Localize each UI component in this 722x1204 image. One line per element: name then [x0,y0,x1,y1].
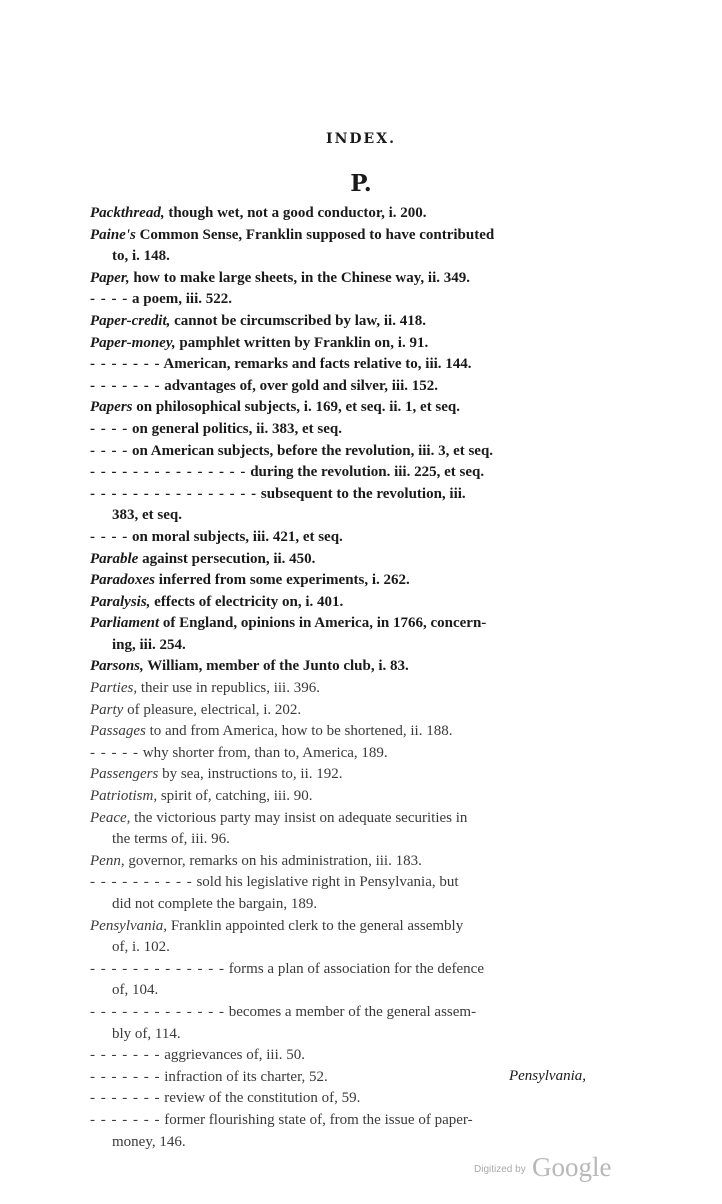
entry-dash-leader: - - - - - - - [90,1090,161,1107]
entry-keyword: Parties, [90,680,138,697]
index-entry [90,570,588,592]
entry-text: former flourishing state of, from the issue of paper- [160,1111,473,1128]
index-entry [90,549,588,571]
entry-dash-leader: - - - - - - - [90,356,161,373]
index-entry [90,527,588,549]
index-entry [90,916,588,959]
entry-text: sold his legislative right in Pensylvania, but [192,874,459,891]
entry-text: effects of electricity on, i. 401. [150,593,344,610]
entry-dash-leader: - - - - - - - [90,1068,161,1085]
index-entry [90,764,588,786]
entry-text: by sea, instructions to, ii. 192. [158,766,343,783]
google-watermark [470,1152,620,1188]
entry-text: advantages of, over gold and silver, iii. 152. [160,377,438,394]
entry-text: a poem, iii. 522. [128,291,232,308]
catchword: Pensylvania, [508,1068,586,1084]
entry-keyword: Packthread, [90,205,165,221]
entry-text: their use in republics, iii. 396. [137,680,320,697]
entry-text: becomes a member of the general assem- [224,1003,477,1020]
entry-keyword: Party [90,701,124,718]
entry-text: infraction of its charter, 52. [160,1068,328,1085]
entry-continuation: of, 104. [112,982,159,999]
entry-text: the victorious party may insist on adequate securities in [130,809,468,826]
index-entry [90,1110,588,1153]
index-entry [90,1045,588,1067]
entry-keyword: Passages [90,723,146,740]
index-entry [90,419,588,441]
entry-dash-leader: - - - - [90,291,129,308]
entry-text: review of the constitution of, 59. [160,1090,361,1107]
entry-text: Common Sense, Franklin supposed to have contributed [135,226,495,243]
entry-continuation: bly of, 114. [112,1025,181,1042]
index-entry [90,1088,588,1110]
running-head: INDEX. [326,131,396,147]
entry-text: on general politics, ii. 383, et seq. [128,420,342,437]
entry-continuation: money, 146. [112,1133,186,1150]
entry-text: how to make large sheets, in the Chinese way, ii. 349. [129,269,471,286]
index-entry [90,311,588,333]
section-letter: P. [350,170,372,197]
index-entry [90,484,588,527]
entry-text: though wet, not a good conductor, i. 200. [164,205,427,221]
entry-text: governor, remarks on his administration, iii. 183. [124,852,422,869]
entry-text: subsequent to the revolution, iii. [257,485,466,502]
entry-dash-leader: - - - - - - - - - - - - - [90,960,225,977]
entry-text: pamphlet written by Franklin on, i. 91. [175,334,429,351]
entry-dash-leader: - - - - - - - - - - - - - - - [90,464,247,481]
entry-keyword: Paper-credit, [90,312,171,329]
entry-dash-leader: - - - - [90,420,129,437]
entry-keyword: Pensylvania, [90,917,168,934]
index-entry [90,333,588,355]
index-entry [90,959,588,1002]
index-entry [90,721,588,743]
entry-text: aggrievances of, iii. 50. [160,1047,306,1064]
entry-keyword: Papers [90,399,133,416]
index-entry [90,656,588,678]
digitized-by-text: Digitized by [474,1164,526,1175]
entry-dash-leader: - - - - [90,528,129,545]
index-entry [90,808,588,851]
entry-text: William, member of the Junto club, i. 83. [143,658,409,675]
index-entry [90,700,588,722]
entry-keyword: Paradoxes [90,572,155,589]
entry-keyword: Parable [90,550,139,567]
index-entry [90,268,588,290]
entry-text: against persecution, ii. 450. [138,550,316,567]
index-entry [90,225,588,268]
entry-dash-leader: - - - - [90,442,129,459]
entry-text: on philosophical subjects, i. 169, et seq. ii. 1, et seq. [132,399,461,416]
entry-dash-leader: - - - - - - - - - - - - - - - - [90,485,258,502]
entry-text: during the revolution. iii. 225, et seq. [246,464,485,481]
entry-text: to and from America, how to be shortened, ii. 188. [145,723,453,740]
index-entry [90,376,588,398]
entry-continuation: to, i. 148. [112,248,170,265]
index-entry [90,743,588,765]
entry-dash-leader: - - - - - - - [90,377,161,394]
index-entry [90,203,588,225]
index-entry [90,1002,588,1045]
index-entry [90,786,588,808]
index-entry [90,354,588,376]
entry-continuation: the terms of, iii. 96. [112,831,230,848]
entry-text: spirit of, catching, iii. 90. [157,788,313,805]
index-entries [90,203,588,1153]
index-entry [90,678,588,700]
entry-text: of England, opinions in America, in 1766, concern- [159,615,487,632]
entry-keyword: Patriotism, [90,788,158,805]
entry-dash-leader: - - - - - [90,744,139,761]
entry-text: Franklin appointed clerk to the general assembly [167,917,464,934]
entry-dash-leader: - - - - - - - - - - - - - [90,1003,225,1020]
entry-keyword: Penn, [90,852,125,869]
entry-text: of pleasure, electrical, i. 202. [123,701,302,718]
index-entry [90,851,588,873]
entry-keyword: Paralysis, [90,593,151,610]
entry-keyword: Passengers [90,766,159,783]
entry-continuation: did not complete the bargain, 189. [112,896,318,912]
entry-keyword: Parsons, [90,658,144,675]
entry-keyword: Paper, [90,269,130,286]
entry-text: inferred from some experiments, i. 262. [155,572,410,589]
entry-keyword: Peace, [90,809,131,826]
entry-text: forms a plan of association for the defence [224,960,485,977]
entry-text: on moral subjects, iii. 421, et seq. [128,528,343,545]
index-entry [90,613,588,656]
index-entry [90,872,588,915]
entry-continuation: ing, iii. 254. [112,636,186,653]
entry-text: American, remarks and facts relative to, iii. 144. [160,356,472,373]
entry-dash-leader: - - - - - - - [90,1047,161,1064]
entry-dash-leader: - - - - - - - [90,1111,161,1128]
entry-text: on American subjects, before the revolution, iii. 3, et seq. [128,442,494,459]
index-entry [90,289,588,311]
google-logo: Google [532,1152,612,1182]
index-entry [90,397,588,419]
entry-text: cannot be circumscribed by law, ii. 418. [170,312,426,329]
index-entry [90,592,588,614]
entry-text: why shorter from, than to, America, 189. [138,744,388,761]
entry-dash-leader: - - - - - - - - - - [90,874,193,891]
entry-continuation: 383, et seq. [112,507,182,524]
index-entry [90,462,588,484]
entry-keyword: Paine's [90,226,136,243]
entry-keyword: Paper-money, [90,334,176,351]
entry-continuation: of, i. 102. [112,939,170,956]
entry-keyword: Parliament [90,615,160,632]
index-entry [90,441,588,463]
